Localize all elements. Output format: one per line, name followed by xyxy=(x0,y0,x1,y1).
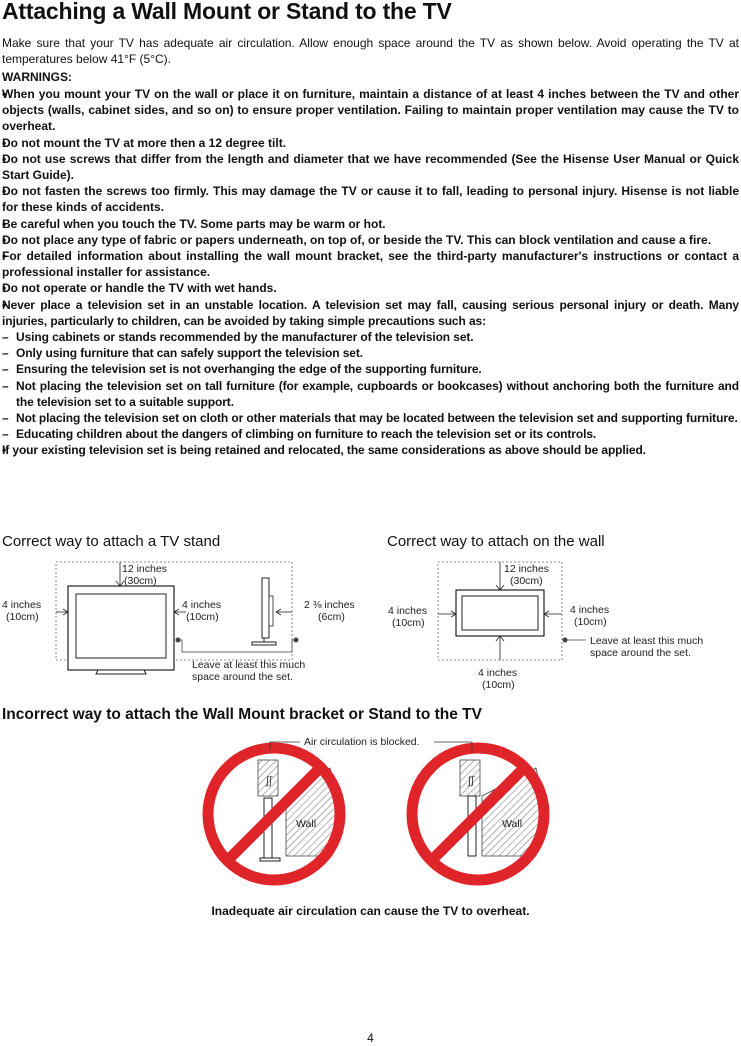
note-line2: space around the set. xyxy=(192,671,293,683)
note-line1: Leave at least this much xyxy=(590,635,704,647)
top-cm-label: (30cm) xyxy=(510,575,543,587)
warning-item: • Do not operate or handle the TV with wet hands. xyxy=(2,280,739,296)
incorrect-section-title: Incorrect way to attach the Wall Mount bracket or Stand to the TV xyxy=(2,706,482,723)
stand-section-title: Correct way to attach a TV stand xyxy=(2,533,221,550)
warning-item: • When you mount your TV on the wall or place it on furniture, maintain a distance of at least 4 inches between the TV and other objects (walls, cabinet sides, and so on) to ensure proper ventilation. Failing to maintain proper ventilation may cause the TV to overheat. xyxy=(2,86,739,135)
left-inches-label: 4 inches xyxy=(388,605,428,617)
precaution-item: – Educating children about the dangers of climbing on furniture to reach the television set or its controls. xyxy=(2,427,597,442)
top-inches-label: 12 inches xyxy=(122,563,167,575)
tv-side-panel xyxy=(262,578,269,638)
left-inches-label: 4 inches xyxy=(2,599,42,611)
precaution-item: – Not placing the television set on cloth or other materials that may be located between the television set and supporting furniture. xyxy=(2,411,738,426)
wall-label-right: Wall xyxy=(502,818,523,830)
bottom-cm-label: (10cm) xyxy=(482,679,515,691)
wall-label-left: Wall xyxy=(296,818,317,830)
precaution-text: Educating children about the dangers of climbing on furniture to reach the television set or its controls. xyxy=(16,427,597,442)
side-cm-label: (6cm) xyxy=(318,611,345,623)
warnings-list xyxy=(2,86,739,459)
tv-front-stand xyxy=(96,670,146,674)
note-leader-line xyxy=(190,640,296,652)
right-inches-label: 4 inches xyxy=(570,604,610,616)
note-leader-line xyxy=(178,640,190,652)
note-line2: space around the set. xyxy=(590,647,691,659)
intro-paragraph: Make sure that your TV has adequate air circulation. Allow enough space around the TV as shown below. Avoid operating the TV at temperatures below 41°F (5°C). xyxy=(2,36,739,66)
note-line1: Leave at least this much xyxy=(192,659,306,671)
tv-side-foot xyxy=(252,642,276,645)
right-cm-label: (10cm) xyxy=(186,611,219,623)
overheat-caption: Inadequate air circulation can cause the TV to overheat. xyxy=(211,904,530,918)
precaution-text: Not placing the television set on tall furniture (for example, cupboards or bookcases) without anchoring both the furniture and the television set to a suitable support. xyxy=(16,378,739,409)
precaution-item: – Ensuring the television set is not overhanging the edge of the supporting furniture. xyxy=(2,362,482,377)
precaution-text: Only using furniture that can safely support the television set. xyxy=(16,346,363,361)
tv-screen xyxy=(462,596,538,630)
bottom-inches-label: 4 inches xyxy=(478,667,518,679)
precaution-item: – Not placing the television set on tall furniture (for example, cupboards or bookcases) without anchoring both the furniture and the television set to a suitable support. xyxy=(2,378,739,409)
left-cm-label: (10cm) xyxy=(6,611,39,623)
warnings-heading: WARNINGS: xyxy=(2,70,72,84)
warning-item: • Do not mount the TV at more then a 12 degree tilt. xyxy=(2,135,739,151)
side-inches-label: 2 ⅜ inches xyxy=(304,599,355,611)
warning-item: • For detailed information about installing the wall mount bracket, see the third-party manufacturer's instructions or contact a professional installer for assistance. xyxy=(2,248,739,280)
warning-item: • Do not place any type of fabric or papers underneath, on top of, or beside the TV. This can block ventilation and cause a fire. xyxy=(2,232,739,248)
incorrect-mount-diagram xyxy=(190,726,560,896)
heat-wave-icon: ∫∫ xyxy=(468,775,475,787)
stand-clearance-diagram xyxy=(0,556,380,686)
wall-mount-example-left xyxy=(202,742,346,886)
warning-item: • Do not use screws that differ from the length and diameter that we have recommended (See the Hisense User Manual or Quick Start Guide). xyxy=(2,151,739,183)
top-inches-label: 12 inches xyxy=(504,563,549,575)
tv-side-back xyxy=(269,596,273,626)
safety-precautions xyxy=(2,329,739,442)
right-inches-label: 4 inches xyxy=(182,599,222,611)
tv-base xyxy=(260,858,280,861)
safety-last: • If your existing television set is being retained and relocated, the same considerations as above should be applied. xyxy=(2,442,739,458)
page-number: 4 xyxy=(367,1031,374,1045)
precaution-item: – Only using furniture that can safely support the television set. xyxy=(2,346,363,361)
right-cm-label: (10cm) xyxy=(574,616,607,628)
wall-section-title: Correct way to attach on the wall xyxy=(387,533,605,550)
warning-item: • Be careful when you touch the TV. Some parts may be warm or hot. xyxy=(2,216,739,232)
precaution-text: Ensuring the television set is not overhanging the edge of the supporting furniture. xyxy=(16,362,482,377)
heat-wave-icon: ∫∫ xyxy=(266,775,273,787)
warning-item: • Do not fasten the screws too firmly. This may damage the TV or cause it to fall, leading to personal injury. Hisense is not liable for these kinds of accidents. xyxy=(2,183,739,215)
top-cm-label: (30cm) xyxy=(124,575,157,587)
wall-mount-example-right xyxy=(406,742,550,886)
precaution-text: Not placing the television set on cloth or other materials that may be located between the television set and supporting furniture. xyxy=(16,411,738,426)
page-title: Attaching a Wall Mount or Stand to the TV xyxy=(2,0,452,24)
air-circulation-label: Air circulation is blocked. xyxy=(304,736,420,748)
wall-clearance-diagram xyxy=(380,556,741,696)
safety-lead: • Never place a television set in an unstable location. A television set may fall, causing serious personal injury or death. Many injuries, particularly to children, can be avoided by taking simple precautions such as: xyxy=(2,297,739,329)
tv-front-screen xyxy=(76,594,166,658)
precaution-text: Using cabinets or stands recommended by the manufacturer of the television set. xyxy=(16,330,474,345)
precaution-item: – Using cabinets or stands recommended by the manufacturer of the television set. xyxy=(2,330,474,345)
left-cm-label: (10cm) xyxy=(392,617,425,629)
